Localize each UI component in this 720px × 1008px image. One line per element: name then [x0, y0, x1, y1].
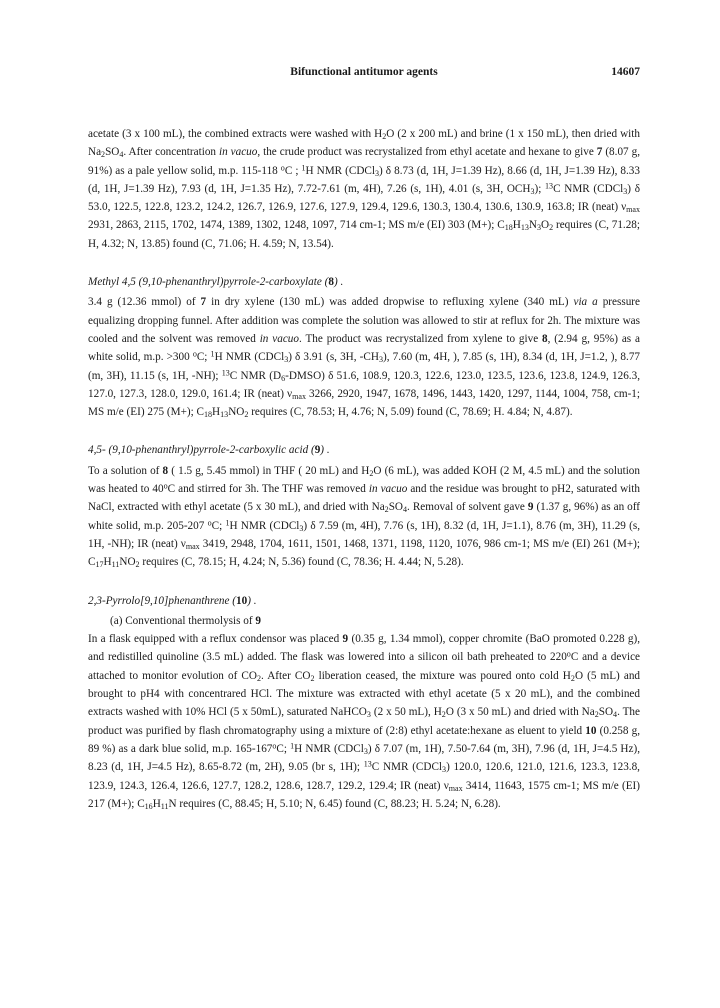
- article-body: [88, 125, 640, 813]
- subsection-title-thermolysis: (a) Conventional thermolysis of 9: [110, 614, 262, 627]
- section-title-compound-10: 2,3-Pyrrolo[9,10]phenanthrene (10) .: [88, 594, 257, 607]
- paragraph-compound-8: 3.4 g (12.36 mmol) of 7 in dry xylene (130 mL) was added dropwise to refluxing xylene (340 mL) via a pressure equalizing dropping funnel. After addition was complete the solution was allowed to stir at reflux for 2h. The mixture was cooled and the solvent was removed in vacuo. The product was recrystalized from xylene to give 8, (2.94 g, 95%) as a white solid, m.p. >300 $^o$C; $^1$H NMR (CDCl$_3$) δ 3.91 (s, 3H, $-CH_3$), 7.60 (m, 4H, ), 7.85 (s, 1H), 8.34 (d, 1H, J=1.2, ), 8.77 (m, 3H), 11.15 (s, 1H, -NH); $^{13}$C NMR $(D_6-DMSO)$ δ 51.6, 108.9, 120.3, 122.6, 123.0, 123.5, 123.6, 123.8, 124.9, 126.3, 127.0, 127.3, 128.0, 129.0, 161.4; IR (neat) $\nu_{max}$ 3266, 2920, 1947, 1678, 1496, 1443, 1420, 1297, 1144, 1004, 758, cm-1; MS m/e (EI) 275 (M+); $C_{18}H_{13}NO_2$ requires (C, 78.53; H, 4.76; N, 5.09) found (C, 78.69; H. 4.84; N, 4.87).: [88, 296, 641, 420]
- section-title-compound-8: Methyl 4,5 (9,10-phenanthryl)pyrrole-2-carboxylate (8) .: [88, 276, 344, 289]
- running-title: Bifunctional antitumor agents: [290, 66, 438, 78]
- page-number: 14607: [611, 66, 640, 78]
- paragraph-continuation: acetate (3 x 100 mL), the combined extracts were washed with $H_2O$ (2 x 200 mL) and brine (1 x 150 mL), then dried with $Na_2SO_4$. After concentration in vacuo, the crude product was recrystalized from ethyl acetate and hexane to give 7 (8.07 g, 91%) as a pale yellow solid, m.p. 115-118 $^o$C ; $^1$H NMR (CDCl$_3$) δ 8.73 (d, 1H, J=1.39 Hz), 8.66 (d, 1H, J=1.39 Hz), 8.33 (d, 1H, J=1.39 Hz), 7.93 (d, 1H, J=1.35 Hz), 7.72-7.61 (m, 4H), 7.26 (s, 1H), 4.01 (s, 3H, $OCH_3$); $^{13}$C NMR (CDCl$_3$) δ 53.0, 122.5, 122.8, 123.2, 124.2, 126.7, 126.9, 127.6, 127.9, 129.4, 129.6, 130.3, 130.4, 130.6, 130.9, 163.8; IR (neat) $\nu_{max}$ 2931, 2863, 2115, 1702, 1474, 1389, 1302, 1248, 1097, 714 cm-1; MS m/e (EI) 303 (M+); $C_{18}H_{13}N_3O_2$ requires (C, 71.28; H, 4.32; N, 13.85) found (C, 71.06; H. 4.59; N, 13.54).: [88, 128, 641, 250]
- page-header: [88, 66, 640, 84]
- section-title-compound-9: 4,5- (9,10-phenanthryl)pyrrole-2-carboxylic acid (9) .: [88, 444, 330, 457]
- paragraph-compound-9: To a solution of 8 ( 1.5 g, 5.45 mmol) in THF ( 20 mL) and $H_2O$ (6 mL), was added KOH (2 M, 4.5 mL) and the solution was heated to 40$^o$C and stirred for 3h. The THF was removed in vacuo and the residue was brought to pH2, saturated with NaCl, extracted with ethyl acetate (5 x 30 mL), and dried with $Na_2SO_4$. Removal of solvent gave 9 (1.37 g, 96%) as an off white solid, m.p. 205-207 $^o$C; $^1$H NMR (CDCl$_3$) δ 7.59 (m, 4H), 7.76 (s, 1H), 8.32 (d, 1H, J=1.1), 8.76 (m, 3H), 11.29 (s, 1H, -NH); IR (neat) $\nu_{max}$ 3419, 2948, 1704, 1611, 1501, 1468, 1371, 1198, 1120, 1076, 986 cm-1; MS m/e (EI) 261 (M+); $C_{17}H_{11}NO_2$ requires (C, 78.15; H, 4.24; N, 5.36) found (C, 78.36; H. 4.44; N, 5.28).: [88, 464, 641, 570]
- paragraph-compound-10: In a flask equipped with a reflux condensor was placed 9 (0.35 g, 1.34 mmol), copper chromite (BaO promoted 0.228 g), and redistilled quinoline (3.5 mL) added. The flask was lowered into a silicon oil bath preheated to 220$^o$C and a device attached to monitor evolution of $CO_2$. After $CO_2$ liberation ceased, the mixture was poured onto cold $H_2O$ (5 mL) and brought to pH4 with concentrared HCl. The mixture was extracted with ethyl acetate (5 x 20 mL), and the combined extracts washed with 10% HCl (5 x 50mL), saturated NaHCO$_3$ (2 x 50 mL), $H_2O$ (3 x 50 mL) and dried with $Na_2SO_4$. The product was purified by flash chromatography using a mixture of (2:8) ethyl acetate:hexane as eluent to yield 10 (0.258 g, 89 %) as a dark blue solid, m.p. 165-167$^o$C; $^1$H NMR (CDCl$_3$) δ 7.07 (m, 1H), 7.50-7.64 (m, 3H), 7.96 (d, 1H, J=4.5 Hz), 8.23 (d, 1H, J=4.5 Hz), 8.65-8.72 (m, 2H), 9.05 (br s, 1H); $^{13}$C NMR (CDCl$_3$) 120.0, 120.6, 121.0, 121.6, 123.3, 123.8, 123.9, 124.3, 126.4, 126.6, 127.7, 128.2, 128.6, 128.7, 129.2, 129.4; IR (neat) $\nu_{max}$ 3414, 11643, 1575 cm-1; MS m/e (EI) 217 (M+); $C_{16}H_{11}N$ requires (C, 88.45; H, 5.10; N, 6.45) found (C, 88.23; H. 5.24; N, 6.28).: [88, 633, 641, 811]
